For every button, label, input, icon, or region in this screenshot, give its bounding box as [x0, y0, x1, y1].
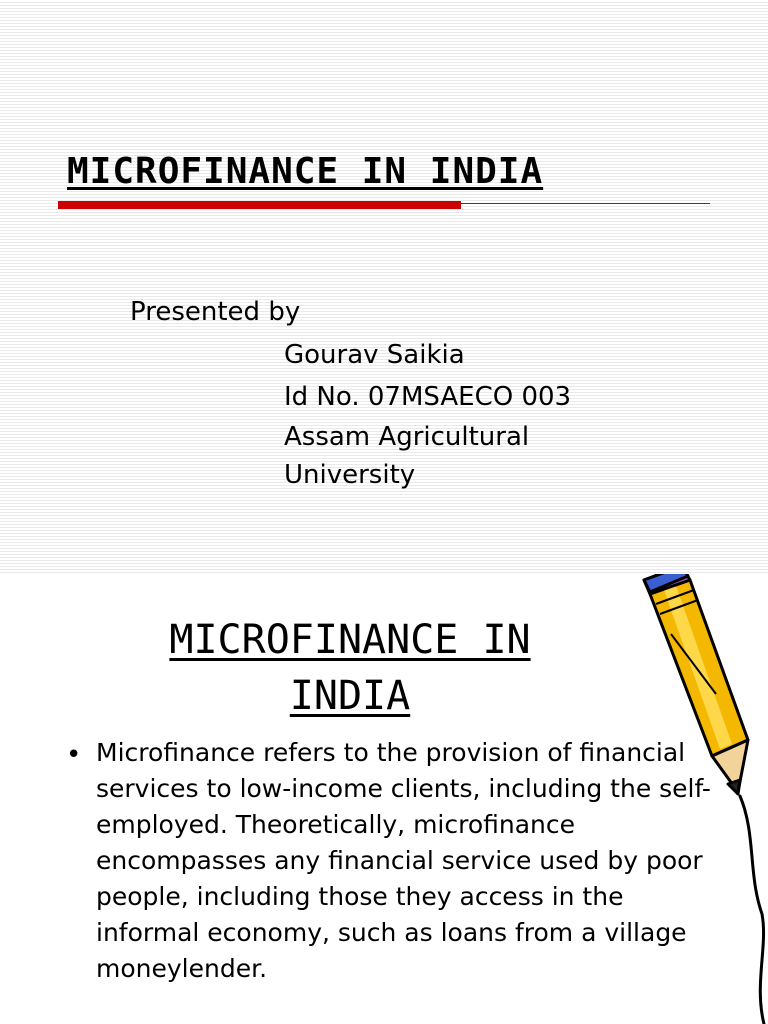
- bullet-marker: •: [66, 740, 82, 770]
- slide-title-heading: MICROFINANCE IN INDIA: [67, 151, 544, 192]
- presenter-name: Gourav Saikia: [284, 340, 465, 370]
- presented-by-label: Presented by: [130, 297, 301, 327]
- slide-definition: [0, 574, 768, 1024]
- presenter-institution-line1: Assam Agricultural: [284, 422, 530, 452]
- presenter-institution-line2: University: [284, 460, 416, 490]
- pencil-icon: [616, 574, 768, 1024]
- title-underline-line: [461, 203, 710, 204]
- title-underline-bar: [58, 201, 461, 209]
- presenter-details: [284, 334, 571, 494]
- slide-definition-heading: MICROFINANCE IN INDIA: [169, 617, 531, 719]
- bullet-text: Microfinance refers to the provision of financial services to low-income clients, including the self-employed. Theoretically, microfinance encompasses any financial service used by poor people, including those they access in the informal economy, such as loans from a village moneylender.: [96, 738, 711, 983]
- presenter-id: Id No. 07MSAECO 003: [284, 382, 572, 412]
